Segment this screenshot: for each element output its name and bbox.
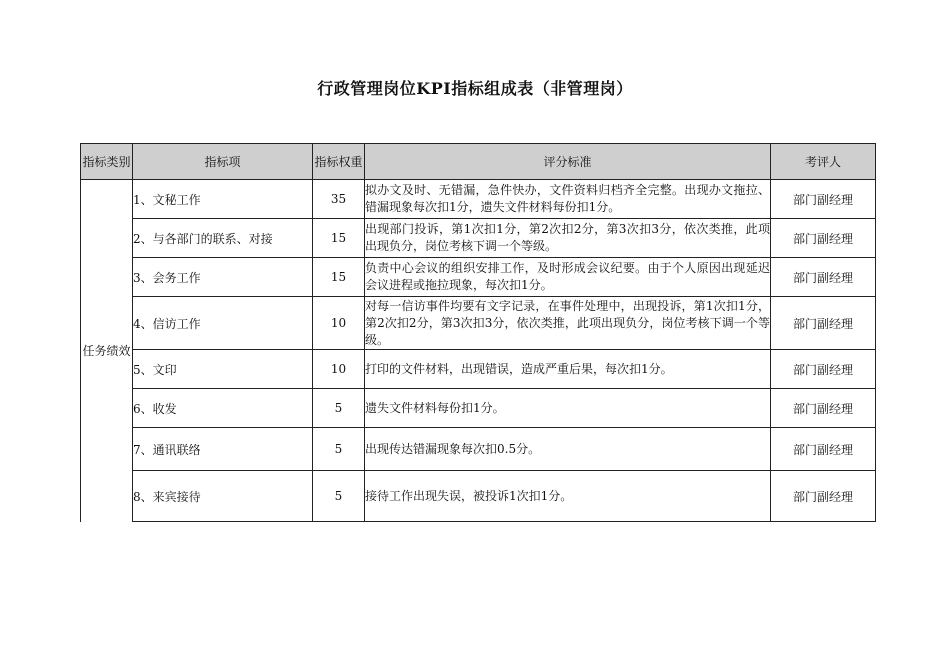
table-row [81,180,876,219]
table-row [81,350,876,389]
header-item: 指标项 [133,144,313,180]
kpi-table [80,143,876,522]
header-weight: 指标权重 [313,144,365,180]
header-reviewer: 考评人 [771,144,876,180]
table-row [81,297,876,350]
criteria-cell: 拟办文及时、无错漏，急件快办，文件资料归档齐全完整。出现办文拖拉、错漏现象每次扣1分，遗失文件材料每份扣1分。 [365,180,771,219]
criteria-cell: 负责中心会议的组织安排工作，及时形成会议纪要。由于个人原因出现延迟会议进程或拖拉现象，每次扣1分。 [365,258,771,297]
item-cell: 6、收发 [133,389,313,428]
weight-cell: 5 [313,471,365,522]
item-cell: 2、与各部门的联系、对接 [133,219,313,258]
page-title: 行政管理岗位KPI指标组成表（非管理岗） [317,79,633,98]
weight-cell: 15 [313,258,365,297]
criteria-cell: 出现部门投诉，第1次扣1分，第2次扣2分，第3次扣3分，依次类推，此项出现负分，岗位考核下调一个等级。 [365,219,771,258]
reviewer-cell: 部门副经理 [771,471,876,522]
criteria-cell: 遗失文件材料每份扣1分。 [365,389,771,428]
criteria-cell: 接待工作出现失误，被投诉1次扣1分。 [365,471,771,522]
weight-cell: 10 [313,350,365,389]
table-header-row [81,144,876,180]
header-criteria: 评分标准 [365,144,771,180]
category-cell: 任务绩效 [81,180,133,522]
reviewer-cell: 部门副经理 [771,389,876,428]
table-row [81,219,876,258]
weight-cell: 10 [313,297,365,350]
header-category: 指标类别 [81,144,133,180]
item-cell: 8、来宾接待 [133,471,313,522]
weight-cell: 5 [313,428,365,471]
table-row [81,471,876,522]
item-cell: 5、文印 [133,350,313,389]
weight-cell: 15 [313,219,365,258]
table-row [81,428,876,471]
criteria-cell: 对每一信访事件均要有文字记录，在事件处理中，出现投诉，第1次扣1分，第2次扣2分，第3次扣3分，依次类推，此项出现负分，岗位考核下调一个等级。 [365,297,771,350]
weight-cell: 35 [313,180,365,219]
item-cell: 3、会务工作 [133,258,313,297]
criteria-cell: 出现传达错漏现象每次扣0.5分。 [365,428,771,471]
weight-cell: 5 [313,389,365,428]
table-row [81,389,876,428]
reviewer-cell: 部门副经理 [771,428,876,471]
reviewer-cell: 部门副经理 [771,297,876,350]
criteria-cell: 打印的文件材料，出现错误，造成严重后果，每次扣1分。 [365,350,771,389]
reviewer-cell: 部门副经理 [771,180,876,219]
item-cell: 7、通讯联络 [133,428,313,471]
item-cell: 1、文秘工作 [133,180,313,219]
reviewer-cell: 部门副经理 [771,258,876,297]
item-cell: 4、信访工作 [133,297,313,350]
table-row [81,258,876,297]
reviewer-cell: 部门副经理 [771,350,876,389]
reviewer-cell: 部门副经理 [771,219,876,258]
